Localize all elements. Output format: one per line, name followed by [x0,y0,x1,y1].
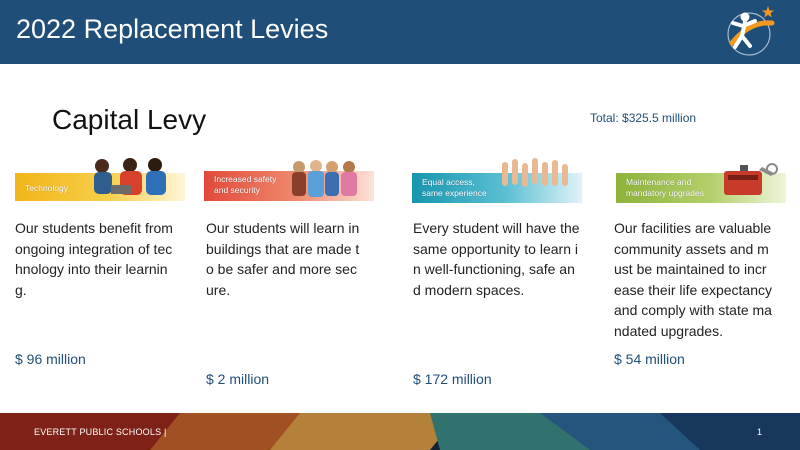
card-description-maintenance: Our facilities are valuable community assets and must be maintained to increase their life expectancy and comply with state mandated upgrades. [614,220,772,339]
banner-label: Technology [25,183,69,193]
banner-maintenance [616,157,786,203]
banner-safety [204,157,374,203]
card-description-equal-access: Every student will have the same opportunity to learn in well-functioning, safe and modern spaces. [413,220,580,298]
everett-schools-logo-icon [722,3,780,61]
header-bar [0,0,800,64]
banner-label-line1: Maintenance and [626,177,692,187]
banner-label-line1: Equal access, [422,177,475,187]
footer-organization: EVERETT PUBLIC SCHOOLS | [34,427,167,437]
card-description-safety: Our students will learn in buildings that are made to be safer and more secure. [206,220,360,298]
page-number: 1 [757,427,763,437]
banner-technology [15,157,185,203]
section-title: Capital Levy [52,104,207,135]
amount-equal-access: $ 172 million [413,371,492,387]
total-amount: Total: $325.5 million [590,111,697,125]
card-description-technology: Our students benefit from ongoing integration of technology into their learning. [15,220,173,298]
banner-label-line2: mandatory upgrades [626,188,704,198]
banner-label-line2: and security [214,185,260,195]
banner-equal-access [412,157,582,203]
banner-label-line1: Increased safety [214,174,277,184]
amount-technology: $ 96 million [15,351,86,367]
banner-label-line2: same experience [422,188,487,198]
amount-maintenance: $ 54 million [614,351,685,367]
footer-bar [0,413,800,450]
slide-title: 2022 Replacement Levies [16,14,329,44]
amount-safety: $ 2 million [206,371,270,387]
